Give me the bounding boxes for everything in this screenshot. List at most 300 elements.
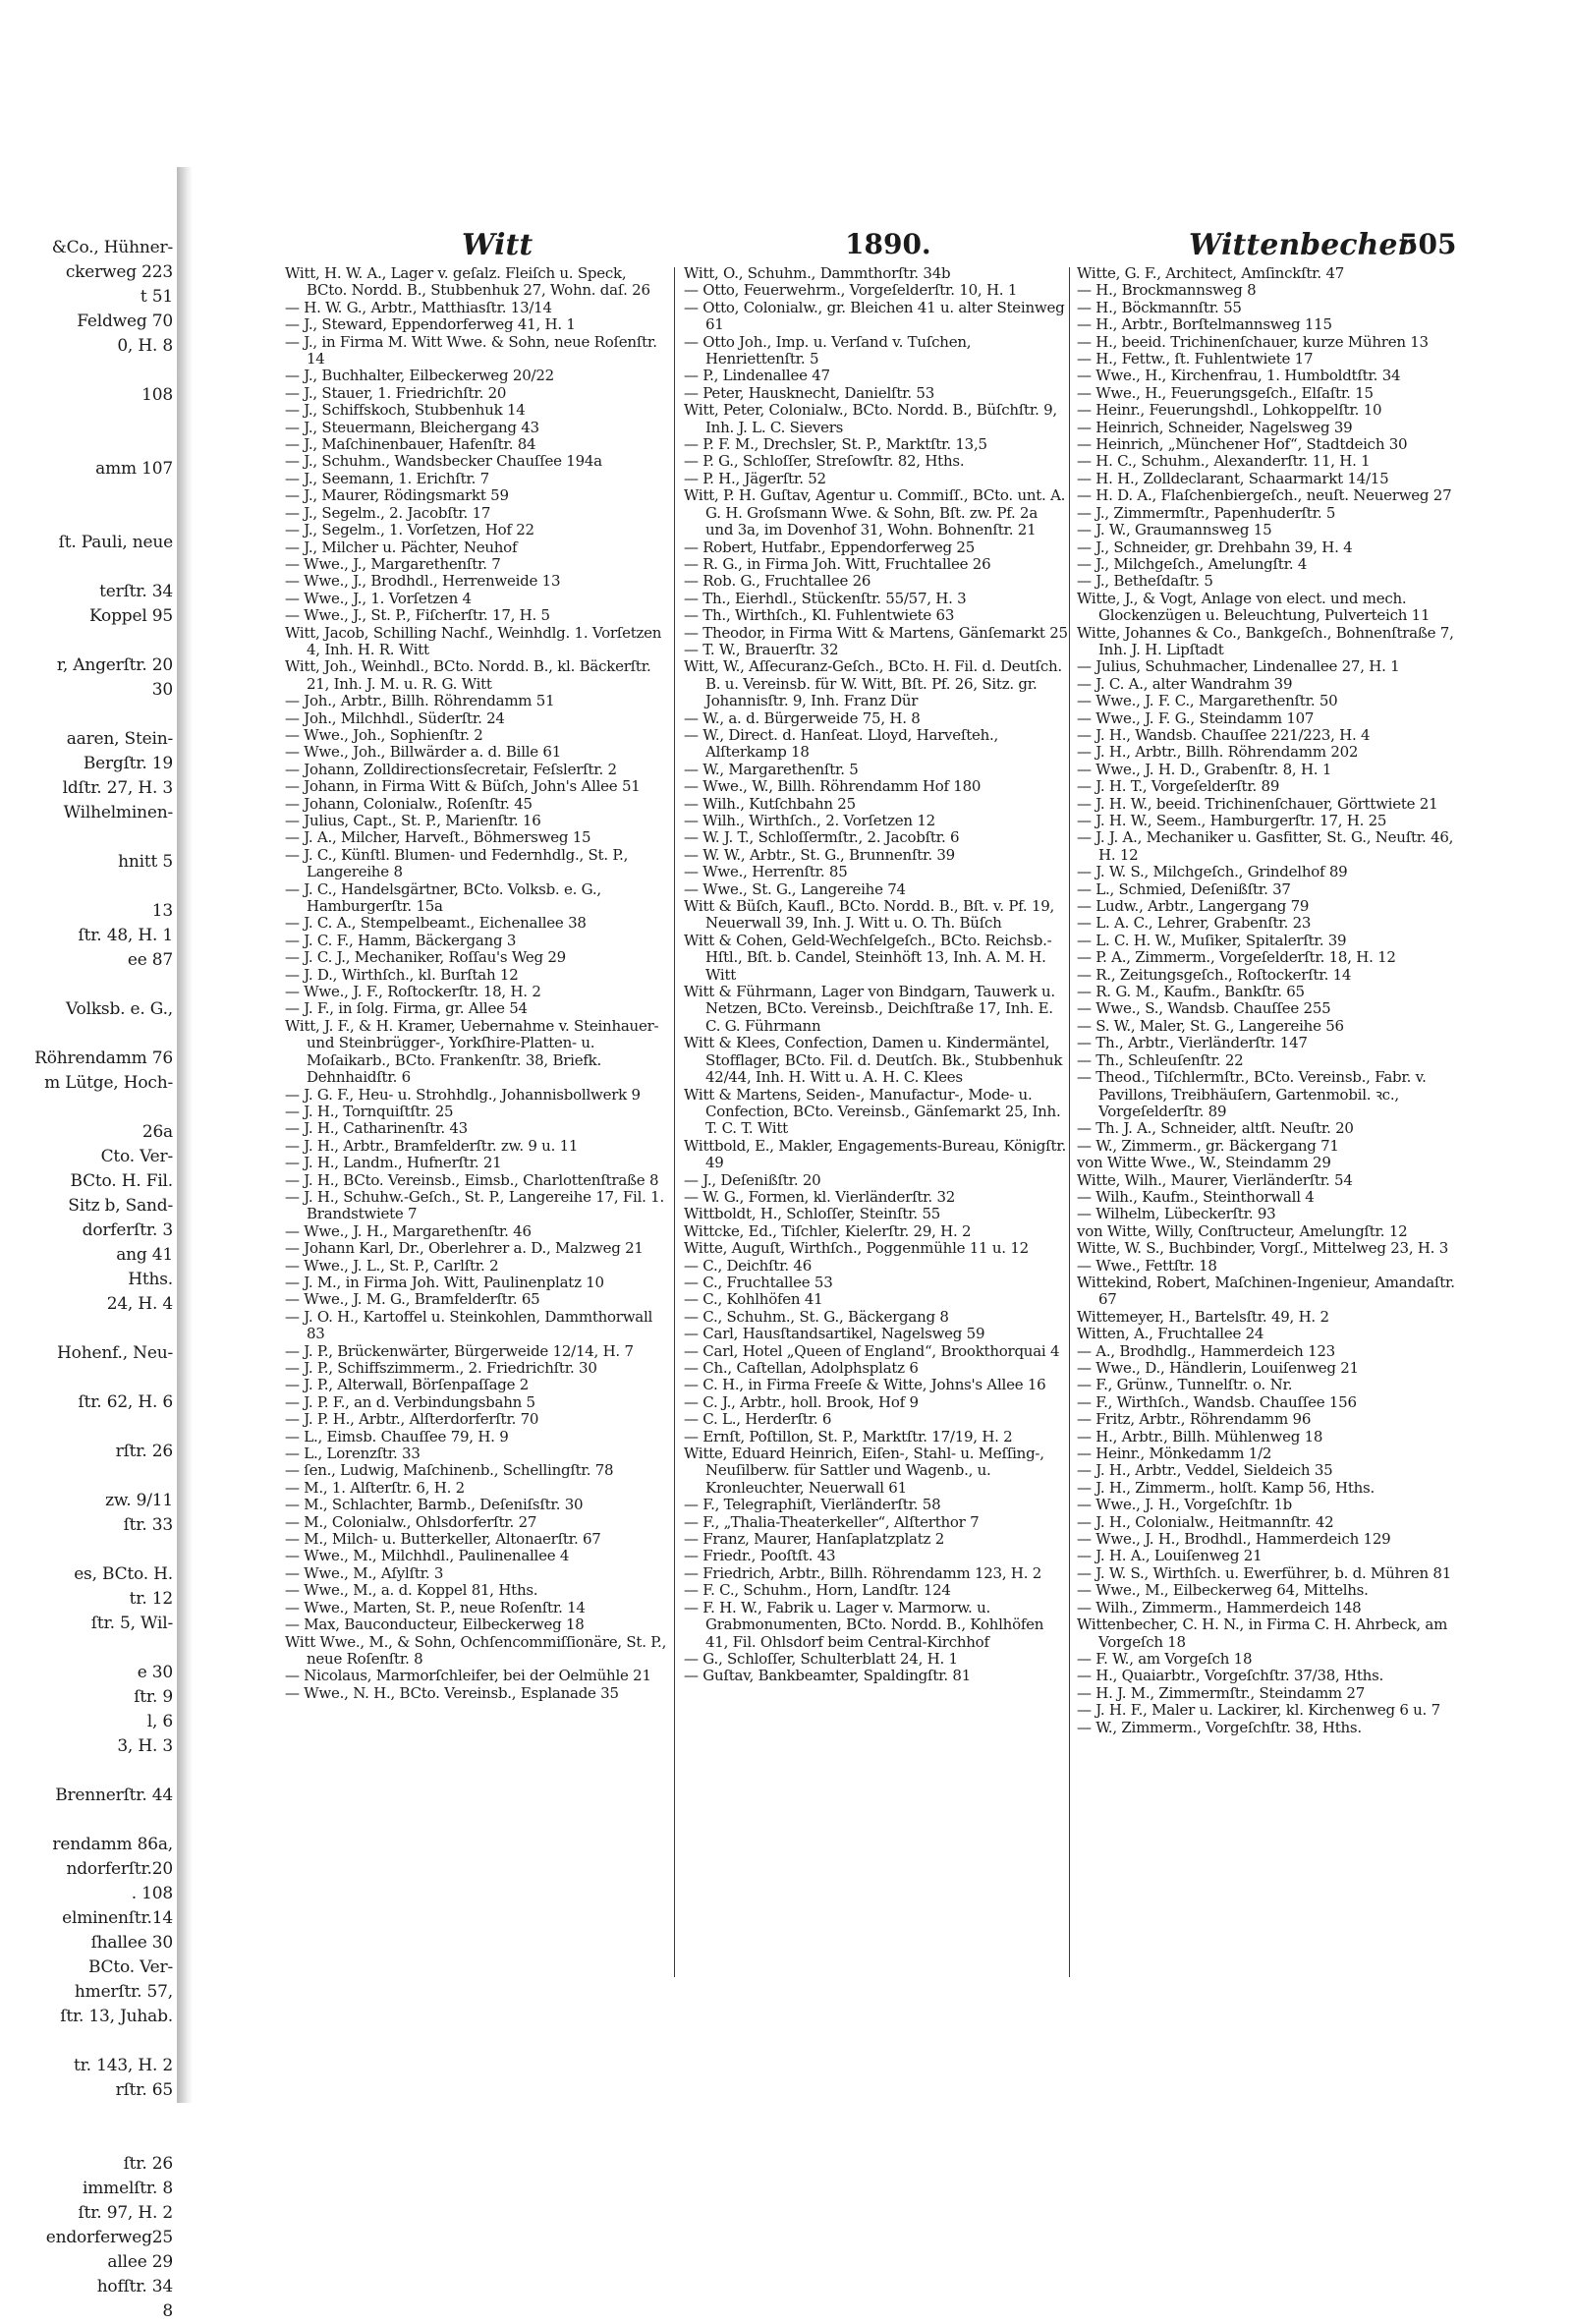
left-fragment-line: . 108 <box>131 1884 173 1903</box>
directory-entry: Wittbold, E., Makler, Engagements-Bureau, Königſtr. 49 <box>684 1136 1067 1172</box>
left-fragment-line: BCto. Ver- <box>87 1957 173 1977</box>
left-fragment-line: 13 <box>151 901 173 921</box>
left-fragment-line <box>0 482 179 506</box>
directory-entry: — Wilhelm, Lübeckerſtr. 93 <box>1077 1205 1276 1223</box>
left-fragment-line: hofſtr. 34 <box>96 2277 173 2296</box>
left-fragment-line <box>0 1464 179 1489</box>
directory-entry: — Friedrich, Arbtr., Billh. Röhrendamm 123, H. 2 <box>684 1563 1042 1582</box>
directory-entry: — C. L., Herderſtr. 6 <box>684 1410 832 1429</box>
directory-entry: — W., Zimmerm., gr. Bäckergang 71 <box>1077 1136 1339 1155</box>
directory-entry: — P. G., Schloſſer, Streſowſtr. 82, Hths. <box>684 452 965 471</box>
column-divider <box>674 267 675 1977</box>
left-fragment-line <box>0 1415 179 1440</box>
directory-entry: — J. W. S., Milchgeſch., Grindelhof 89 <box>1077 863 1348 881</box>
directory-entry: — J., Schneider, gr. Drehbahn 39, H. 4 <box>1077 538 1353 556</box>
directory-entry: — L., Lorenzſtr. 33 <box>285 1445 421 1463</box>
directory-entry: — Th., Arbtr., Vierländerſtr. 147 <box>1077 1034 1308 1052</box>
directory-entry: — Carl, Hausſtandsartikel, Nagelsweg 59 <box>684 1325 985 1343</box>
directory-entry: — J. H. T., Vorgeſelderſtr. 89 <box>1077 777 1280 796</box>
directory-entry: — S. W., Maler, St. G., Langereihe 56 <box>1077 1016 1344 1035</box>
directory-entry: — Wwe., J., Margarethenſtr. 7 <box>285 554 501 573</box>
directory-entry: — W., a. d. Bürgerweide 75, H. 8 <box>684 709 921 727</box>
directory-entry: — Heinr., Feuerungshdl., Lohkoppelſtr. 10 <box>1077 401 1382 420</box>
directory-entry: von Witte, Willy, Conſtructeur, Amelungſtr. 12 <box>1077 1221 1408 1240</box>
left-fragment-line: ſtr. 48, H. 1 <box>78 926 173 945</box>
left-fragment-line <box>0 359 179 383</box>
left-fragment-line: dorferſtr. 3 <box>82 1220 173 1240</box>
left-fragment-line: ſhallee 30 <box>90 1933 173 1953</box>
directory-entry: — M., Milch- u. Butterkeller, Altonaerſtr. 67 <box>285 1530 601 1549</box>
directory-entry: — Wwe., J., St. P., Fiſcherſtr. 17, H. 5 <box>285 606 550 625</box>
page-number: 505 <box>1399 228 1457 260</box>
directory-entry: Witte, Wilh., Maurer, Vierländerſtr. 54 <box>1077 1170 1353 1189</box>
directory-entry: — J. C. J., Mechaniker, Roſſau's Weg 29 <box>285 948 566 967</box>
directory-entry: — J. H. W., Seem., Hamburgerſtr. 17, H. 25 <box>1077 812 1387 829</box>
directory-entry: Witt, Joh., Weinhdl., BCto. Nordd. B., kl. Bäckerſtr. 21, Inh. J. M. u. R. G. Witt <box>285 657 651 693</box>
directory-entry: — T. W., Brauerſtr. 32 <box>684 640 839 658</box>
left-fragment-line: Cto. Ver- <box>100 1147 173 1166</box>
directory-entry: — J., Buchhalter, Eilbeckerweg 20/22 <box>285 367 554 385</box>
left-fragment-line <box>0 506 179 531</box>
directory-entry: — A., Brodhdlg., Hammerdeich 123 <box>1077 1341 1335 1360</box>
left-fragment-line <box>0 1317 179 1341</box>
directory-entry: — J. H. F., Maler u. Lackirer, kl. Kirchenweg 6 u. 7 <box>1077 1701 1440 1720</box>
directory-entry: Wittekind, Robert, Maſchinen-Ingenieur, Amandaſtr. 67 <box>1077 1273 1455 1309</box>
left-fragment-line <box>0 1636 179 1661</box>
left-fragment-line: Brennerſtr. 44 <box>55 1786 173 1805</box>
directory-entry: — H. D. A., Flaſchenbiergeſch., neuſt. Neuerweg 27 <box>1077 486 1452 505</box>
left-fragment-line <box>0 1538 179 1562</box>
directory-entry: — Wwe., H., Kirchenfrau, 1. Humboldtſtr. 34 <box>1077 367 1401 385</box>
left-fragment-line <box>0 2127 179 2152</box>
left-fragment-line: &Co., Hühner- <box>51 238 173 257</box>
left-fragment-line <box>0 629 179 653</box>
left-fragment-line: r, Angerſtr. 20 <box>56 655 173 675</box>
directory-entry: — G., Schloſſer, Schulterblatt 24, H. 1 <box>684 1649 958 1668</box>
directory-entry: — H. W. G., Arbtr., Matthiasſtr. 13/14 <box>285 298 552 316</box>
directory-entry: — J. D., Wirthſch., kl. Burſtah 12 <box>285 965 519 984</box>
directory-entry: — M., 1. Alſterſtr. 6, H. 2 <box>285 1478 465 1497</box>
directory-entry: — J., Deſenißſtr. 20 <box>684 1170 821 1189</box>
directory-entry: Witt & Cohen, Geld-Wechſelgeſch., BCto. Reichsb.-Hſtl., Bſt. b. Candel, Steinhöft 13, Inh. A. M. H. Witt <box>684 931 1052 984</box>
left-fragment-line: elminenſtr.14 <box>62 1908 173 1928</box>
left-fragment-line: 3, H. 3 <box>117 1736 173 1756</box>
directory-entry: — J., Stauer, 1. Friedrichſtr. 20 <box>285 383 507 402</box>
left-fragment-line: ſtr. 13, Juhab. <box>60 2007 173 2026</box>
directory-entry: — J., Schuhm., Wandsbecker Chauſſee 194a <box>285 452 602 471</box>
directory-entry: Witt, P. H. Guſtav, Agentur u. Commiſſ., BCto. unt. A. G. H. Groſsmann Wwe. & Sohn, Bſt. zw. Pf. 2a und 3a, im Dovenhof 31, Wohn. Bohnenſtr. 21 <box>684 486 1066 539</box>
directory-entry: — F., Wirthſch., Wandsb. Chauſſee 156 <box>1077 1392 1357 1411</box>
directory-entry: — J., Maurer, Rödingsmarkt 59 <box>285 486 509 505</box>
left-fragment-line <box>0 1366 179 1390</box>
directory-entry: — H., Brockmannsweg 8 <box>1077 281 1257 300</box>
directory-entry: — Wwe., J. F. G., Steindamm 107 <box>1077 709 1315 727</box>
directory-entry: Witt, H. W. A., Lager v. geſalz. Fleiſch u. Speck, BCto. Nordd. B., Stubbenhuk 27, Wohn. daſ. 26 <box>285 264 650 300</box>
directory-entry: — C., Deichſtr. 46 <box>684 1256 813 1275</box>
directory-column-2 <box>684 265 1069 1985</box>
directory-entry: — J. H., Zimmerm., holſt. Kamp 56, Hths. <box>1077 1478 1375 1497</box>
left-fragment-line: ſtr. 62, H. 6 <box>78 1392 173 1412</box>
left-fragment-line: e 30 <box>137 1663 173 1682</box>
left-fragment-line: ſtr. 5, Wil- <box>90 1614 173 1633</box>
left-fragment-line: ſtr. 97, H. 2 <box>78 2203 173 2223</box>
directory-entry: — Wwe., M., Milchhdl., Paulinenallee 4 <box>285 1547 570 1565</box>
directory-entry: — Wwe., J. H., Vorgeſchſtr. 1b <box>1077 1496 1293 1514</box>
directory-entry: — Th., Schleuſenſtr. 22 <box>1077 1050 1244 1069</box>
directory-entry: Witte, Auguſt, Wirthſch., Poggenmühle 11 u. 12 <box>684 1239 1029 1258</box>
directory-entry: — J., Steward, Eppendorferweg 41, H. 1 <box>285 315 576 334</box>
directory-entry: — Wwe., Fettſtr. 18 <box>1077 1256 1217 1275</box>
directory-entry: Witt, Jacob, Schilling Nachf., Weinhdlg. 1. Vorſetzen 4, Inh. H. R. Witt <box>285 623 662 658</box>
directory-entry: — F. H. W., Fabrik u. Lager v. Marmorw. u. Grabmonumenten, BCto. Nordd. B., Kohlhöfen 41, Fil. Ohlsdorf beim Central-Kirchhof <box>684 1598 1044 1651</box>
left-fragment-line <box>0 1759 179 1784</box>
left-fragment-line <box>0 555 179 580</box>
directory-entry: — Wwe., J. L., St. P., Carlſtr. 2 <box>285 1256 499 1275</box>
left-fragment-line: ldſtr. 27, H. 3 <box>62 778 173 798</box>
left-fragment-line <box>0 432 179 457</box>
left-fragment-line: ſtr. 33 <box>123 1515 173 1535</box>
directory-entry: — J. C. A., alter Wandrahm 39 <box>1077 674 1293 693</box>
left-fragment-line: ſtr. 26 <box>123 2154 173 2174</box>
directory-entry: — W. W., Arbtr., St. G., Brunnenſtr. 39 <box>684 845 955 864</box>
directory-entry: — Joh., Arbtr., Billh. Röhrendamm 51 <box>285 692 555 710</box>
directory-entry: — L., Eimsb. Chauſſee 79, H. 9 <box>285 1427 509 1445</box>
running-head-left: Witt <box>462 228 533 262</box>
directory-entry: Witte, G. F., Architect, Amſinckſtr. 47 <box>1077 264 1345 282</box>
directory-entry: — C., Kohlhöfen 41 <box>684 1290 823 1309</box>
directory-entry: — W., Direct. d. Hanſeat. Lloyd, Harveſteh., Alſterkamp 18 <box>684 725 999 762</box>
directory-entry: — Wwe., M., Aſylſtr. 3 <box>285 1563 444 1582</box>
left-fragment-line: 26a <box>141 1122 173 1142</box>
left-fragment-line: Feldweg 70 <box>77 312 173 331</box>
left-fragment-line: 24, H. 4 <box>106 1294 173 1314</box>
directory-entry: — J. H., Colonialw., Heitmannſtr. 42 <box>1077 1512 1334 1531</box>
directory-entry: — H., Böckmannſtr. 55 <box>1077 298 1242 316</box>
left-fragment-line: allee 29 <box>107 2252 173 2272</box>
directory-entry: — J., Seemann, 1. Erichſtr. 7 <box>285 469 489 487</box>
directory-entry: — J., in Firma M. Witt Wwe. & Sohn, neue Roſenſtr. 14 <box>285 332 657 368</box>
directory-entry: — Wwe., J., Brodhdl., Herrenweide 13 <box>285 572 561 591</box>
directory-entry: — F., „Thalia-Theaterkeller“, Alſterthor 7 <box>684 1512 980 1531</box>
directory-entry: — Peter, Hausknecht, Danielſtr. 53 <box>684 383 934 402</box>
directory-entry: — Wwe., J. H. D., Grabenſtr. 8, H. 1 <box>1077 760 1332 778</box>
directory-entry: — J. O. H., Kartoffel u. Steinkohlen, Dammthorwall 83 <box>285 1307 653 1343</box>
directory-entry: — M., Colonialw., Ohlsdorferſtr. 27 <box>285 1512 537 1531</box>
directory-entry: — P. A., Zimmerm., Vorgeſelderſtr. 18, H. 12 <box>1077 948 1396 967</box>
directory-entry: — Johann Karl, Dr., Oberlehrer a. D., Malzweg 21 <box>285 1239 644 1258</box>
left-fragment-line: amm 107 <box>95 459 173 479</box>
directory-entry: — J. J. A., Mechaniker u. Gasfitter, St. G., Neuſtr. 46, H. 12 <box>1077 828 1454 864</box>
left-fragment-line <box>0 703 179 727</box>
left-fragment-line: rſtr. 26 <box>115 1442 173 1461</box>
directory-entry: Witt & Büſch, Kaufl., BCto. Nordd. B., Bſt. v. Pf. 19, Neuerwall 39, Inh. J. Witt u. O. Th. Büſch <box>684 897 1055 933</box>
directory-entry: — W. J. T., Schloſſermſtr., 2. Jacobſtr. 6 <box>684 828 960 847</box>
directory-entry: Witten, A., Fruchtallee 24 <box>1077 1325 1264 1343</box>
page-fold-shadow <box>177 167 193 2103</box>
directory-entry: — F. C., Schuhm., Horn, Landſtr. 124 <box>684 1581 951 1600</box>
directory-entry: — J. H., Catharinenſtr. 43 <box>285 1119 468 1138</box>
directory-entry: — M., Schlachter, Barmb., Deſeniſsſtr. 30 <box>285 1496 584 1514</box>
left-fragment-line <box>0 2103 179 2127</box>
directory-entry: — Wwe., Marten, St. P., neue Roſenſtr. 14 <box>285 1598 586 1616</box>
left-fragment-line: 108 <box>141 385 173 405</box>
directory-entry: — Wwe., D., Händlerin, Louiſenweg 21 <box>1077 1359 1359 1377</box>
directory-entry: — Wwe., St. G., Langereihe 74 <box>684 879 906 898</box>
directory-entry: — Julius, Capt., St. P., Marienſtr. 16 <box>285 812 541 829</box>
directory-entry: — H., Arbtr., Billh. Mühlenweg 18 <box>1077 1427 1323 1445</box>
page-year: 1890. <box>845 228 931 260</box>
directory-entry: — Wwe., Herrenſtr. 85 <box>684 863 848 881</box>
left-fragment-line: Röhrendamm 76 <box>34 1049 173 1068</box>
directory-entry: Witt, J. F., & H. Kramer, Uebernahme v. Steinhauer- und Steinbrügger-, Yorkſhire-Platten- u. Moſaikarb., BCto. Frankenſtr. 38, Briefk. Dehnhaidſtr. 6 <box>285 1016 659 1087</box>
directory-entry: — P., Lindenallee 47 <box>684 367 830 385</box>
directory-entry: — Wwe., J. H., Brodhdl., Hammerdeich 129 <box>1077 1530 1391 1549</box>
left-page-fragment <box>0 236 179 2321</box>
left-fragment-line: ee 87 <box>127 950 173 970</box>
directory-entry: — Wwe., J. H., Margarethenſtr. 46 <box>285 1221 532 1240</box>
directory-entry: — Th., Wirthſch., Kl. Fuhlentwiete 63 <box>684 606 955 625</box>
directory-entry: — Wilh., Kutſchbahn 25 <box>684 794 856 813</box>
directory-entry: — R. G., in Firma Joh. Witt, Fruchtallee 26 <box>684 554 991 573</box>
left-fragment-line: Koppel 95 <box>89 606 173 626</box>
directory-entry: — W., Margarethenſtr. 5 <box>684 760 859 778</box>
directory-entry: Witt & Führmann, Lager von Bindgarn, Tauwerk u. Netzen, BCto. Vereinsb., Deichſtraße 17, Inh. E. C. G. Führmann <box>684 983 1055 1035</box>
directory-entry: — C., Schuhm., St. G., Bäckergang 8 <box>684 1307 949 1326</box>
directory-entry: — Wilh., Kaufm., Steinthorwall 4 <box>1077 1187 1315 1206</box>
directory-entry: — J., Maſchinenbauer, Hafenſtr. 84 <box>285 435 536 454</box>
directory-entry: — Heinr., Mönkedamm 1/2 <box>1077 1445 1272 1463</box>
left-fragment-line: immelſtr. 8 <box>83 2179 173 2198</box>
left-fragment-line: rendamm 86a, <box>52 1835 173 1854</box>
directory-entry: — J., Zimmermſtr., Papenhuderſtr. 5 <box>1077 503 1336 522</box>
directory-entry: — J. H., Tornquiſtſtr. 25 <box>285 1102 454 1120</box>
left-fragment-line <box>0 825 179 850</box>
directory-entry: — Otto Joh., Imp. u. Verſand v. Tuſchen, Henriettenſtr. 5 <box>684 332 972 368</box>
left-fragment-line: ndorferſtr.20 <box>66 1859 173 1879</box>
left-fragment-line: tr. 12 <box>129 1589 173 1609</box>
left-fragment-line: terſtr. 34 <box>99 582 173 601</box>
directory-entry: — J. P. H., Arbtr., Alſterdorferſtr. 70 <box>285 1410 539 1429</box>
left-fragment-line: hmerſtr. 57, <box>74 1982 173 2002</box>
directory-entry: — J. P., Schiffszimmerm., 2. Friedrichſtr. 30 <box>285 1359 597 1377</box>
left-fragment-line <box>0 408 179 432</box>
left-fragment-line <box>0 1022 179 1047</box>
directory-column-3 <box>1077 265 1462 1985</box>
directory-entry: — J., Segelm., 2. Jacobſtr. 17 <box>285 503 491 522</box>
directory-entry: — ſen., Ludwig, Maſchinenb., Schellingſtr. 78 <box>285 1461 614 1480</box>
directory-entry: — Wwe., Joh., Sophienſtr. 2 <box>285 725 483 744</box>
directory-entry: — Otto, Colonialw., gr. Bleichen 41 u. alter Steinweg 61 <box>684 298 1065 334</box>
directory-entry: — J. C. F., Hamm, Bäckergang 3 <box>285 931 517 949</box>
directory-entry: — J. H., Landm., Hufnerſtr. 21 <box>285 1154 502 1172</box>
directory-entry: — Wwe., Joh., Billwärder a. d. Bille 61 <box>285 743 562 762</box>
directory-entry: — Johann, in Firma Witt & Büſch, John's Allee 51 <box>285 777 641 796</box>
directory-entry: — J. P. F., an d. Verbindungsbahn 5 <box>285 1392 535 1411</box>
running-head-right: Wittenbecher <box>1189 228 1414 262</box>
directory-entry: — Ch., Caſtellan, Adolphsplatz 6 <box>684 1359 919 1377</box>
directory-entry: — Ludw., Arbtr., Langergang 79 <box>1077 897 1310 916</box>
directory-entry: — J. H., Schuhw.-Geſch., St. P., Langereihe 17, Fil. 1. Brandstwiete 7 <box>285 1187 664 1223</box>
directory-entry: Witt, Peter, Colonialw., BCto. Nordd. B., Büſchſtr. 9, Inh. J. L. C. Sievers <box>684 401 1057 436</box>
directory-entry: Witt, O., Schuhm., Dammthorſtr. 34b <box>684 264 951 282</box>
directory-entry: Wittcke, Ed., Tiſchler, Kielerſtr. 29, H. 2 <box>684 1221 972 1240</box>
directory-entry: — H., Arbtr., Borſtelmannsweg 115 <box>1077 315 1332 334</box>
directory-entry: — J. H., Arbtr., Billh. Röhrendamm 202 <box>1077 743 1359 762</box>
directory-entry: — Wwe., N. H., BCto. Vereinsb., Esplanade 35 <box>285 1683 619 1702</box>
left-fragment-line: es, BCto. H. <box>74 1564 173 1584</box>
directory-entry: — H. J. M., Zimmermſtr., Steindamm 27 <box>1077 1683 1366 1702</box>
column-divider <box>1069 267 1070 1977</box>
directory-entry: — Wwe., M., a. d. Koppel 81, Hths. <box>285 1581 538 1600</box>
left-fragment-line <box>0 2029 179 2054</box>
directory-entry: — J. W. S., Wirthſch. u. Ewerführer, b. d. Mühren 81 <box>1077 1563 1452 1582</box>
left-fragment-line: Hohenf., Neu- <box>57 1343 173 1363</box>
left-fragment-line: 8 <box>162 2301 173 2321</box>
directory-entry: Witt, W., Aſſecuranz-Geſch., BCto. H. Fil. d. Deutſch. B. u. Vereinsb. für W. Witt, Bſt. Pf. 26, Sitz. gr. Johannisſtr. 9, Inh. Franz Dür <box>684 657 1062 710</box>
left-fragment-line: hnitt 5 <box>118 852 173 872</box>
left-fragment-line: l, 6 <box>146 1712 173 1731</box>
directory-entry: Wittboldt, H., Schloſſer, Steinſtr. 55 <box>684 1205 941 1223</box>
left-fragment-line: tr. 143, H. 2 <box>73 2056 173 2075</box>
directory-entry: — H., beeid. Trichinenſchauer, kurze Mühren 13 <box>1077 332 1429 351</box>
directory-entry: — H. H., Zolldeclarant, Schaarmarkt 14/15 <box>1077 469 1389 487</box>
directory-entry: — Robert, Hutfabr., Eppendorferweg 25 <box>684 538 976 556</box>
directory-entry: — Heinrich, Schneider, Nagelsweg 39 <box>1077 418 1353 436</box>
directory-entry: — F., Grünw., Tunnelſtr. o. Nr. <box>1077 1376 1293 1394</box>
left-fragment-line: endorferweg25 <box>45 2228 173 2247</box>
directory-entry: — F., Telegraphiſt, Vierländerſtr. 58 <box>684 1496 941 1514</box>
directory-entry: — R., Zeitungsgeſch., Roſtockerſtr. 14 <box>1077 965 1352 984</box>
left-fragment-line: rſtr. 65 <box>115 2080 173 2100</box>
directory-entry: — Wwe., J. M. G., Bramfelderſtr. 65 <box>285 1290 540 1309</box>
directory-entry: — Otto, Feuerwehrm., Vorgeſelderſtr. 10, H. 1 <box>684 281 1018 300</box>
directory-entry: — H. C., Schuhm., Alexanderſtr. 11, H. 1 <box>1077 452 1371 471</box>
left-fragment-line: ſt. Pauli, neue <box>58 533 173 552</box>
directory-entry: — L. C. H. W., Muſiker, Spitalerſtr. 39 <box>1077 931 1347 949</box>
directory-entry: — J., Milcher u. Pächter, Neuhof <box>285 538 518 556</box>
directory-entry: — P. F. M., Drechsler, St. P., Marktſtr. 13,5 <box>684 435 987 454</box>
directory-entry: — Wilh., Wirthſch., 2. Vorſetzen 12 <box>684 812 935 829</box>
directory-entry: — Wwe., J. F. C., Margarethenſtr. 50 <box>1077 692 1338 710</box>
directory-entry: — J. P., Alterwall, Börſenpaſſage 2 <box>285 1376 530 1394</box>
left-fragment-line: m Lütge, Hoch- <box>44 1073 173 1093</box>
directory-entry: — C. J., Arbtr., holl. Brook, Hof 9 <box>684 1392 919 1411</box>
directory-entry: — H., Fettw., ſt. Fuhlentwiete 17 <box>1077 350 1314 368</box>
directory-entry: — Fritz, Arbtr., Röhrendamm 96 <box>1077 1410 1312 1429</box>
directory-entry: — J. C., Handelsgärtner, BCto. Volksb. e. G., Hamburgerſtr. 15a <box>285 879 601 916</box>
directory-entry: — H., Quaiarbtr., Vorgeſchſtr. 37/38, Hths. <box>1077 1667 1384 1685</box>
directory-entry: — J. H. A., Louiſenweg 21 <box>1077 1547 1263 1565</box>
directory-entry: — P. H., Jägerſtr. 52 <box>684 469 826 487</box>
directory-entry: — Wwe., M., Eilbeckerweg 64, Mittelhs. <box>1077 1581 1369 1600</box>
directory-entry: Witt & Martens, Seiden-, Manufactur-, Mode- u. Confection, BCto. Vereinsb., Gänſemarkt 25, Inh. T. C. T. Witt <box>684 1085 1061 1138</box>
directory-entry: Witte, Eduard Heinrich, Eiſen-, Stahl- u. Meſſing-, Neuſilberw. für Sattler und Wagenb., u. Kronleuchter, Neuerwall 61 <box>684 1445 1044 1497</box>
directory-entry: — J. P., Brückenwärter, Bürgerweide 12/14, H. 7 <box>285 1341 634 1360</box>
left-fragment-line: ckerweg 223 <box>65 262 173 282</box>
directory-entry: — Julius, Schuhmacher, Lindenallee 27, H. 1 <box>1077 657 1400 676</box>
directory-entry: — J., Steuermann, Bleichergang 43 <box>285 418 539 436</box>
left-fragment-line: zw. 9/11 <box>105 1491 173 1510</box>
directory-entry: Witte, Johannes & Co., Bankgeſch., Bohnenſtraße 7, Inh. J. H. Lipſtadt <box>1077 623 1454 658</box>
directory-entry: — Wwe., H., Feuerungsgeſch., Elſaſtr. 15 <box>1077 383 1374 402</box>
left-fragment-line: aaren, Stein- <box>66 729 173 749</box>
directory-entry: — J. M., in Firma Joh. Witt, Paulinenplatz 10 <box>285 1273 604 1291</box>
directory-entry: — Rob. G., Fruchtallee 26 <box>684 572 871 591</box>
directory-entry: — J. H. W., beeid. Trichinenſchauer, Görttwiete 21 <box>1077 794 1438 813</box>
directory-entry: — J., Segelm., 1. Vorſetzen, Hof 22 <box>285 521 534 539</box>
left-fragment-line: Sitz b, Sand- <box>68 1196 173 1216</box>
left-fragment-line <box>0 973 179 997</box>
directory-entry: Wittemeyer, H., Bartelsſtr. 49, H. 2 <box>1077 1307 1329 1326</box>
left-fragment-line <box>0 1096 179 1120</box>
directory-entry: — Guſtav, Bankbeamter, Spaldingſtr. 81 <box>684 1667 971 1685</box>
directory-entry: — Nicolaus, Marmorſchleifer, bei der Oelmühle 21 <box>285 1667 651 1685</box>
directory-entry: — J., Schiffskoch, Stubbenhuk 14 <box>285 401 526 420</box>
directory-entry: — Johann, Colonialw., Roſenſtr. 45 <box>285 794 533 813</box>
directory-entry: — Ernſt, Poſtillon, St. P., Marktſtr. 17/19, H. 2 <box>684 1427 1013 1445</box>
directory-entry: Witt & Klees, Confection, Damen u. Kindermäntel, Stofflager, BCto. Fil. d. Deutſch. Bk., Stubbenhuk 42/44, Inh. H. Witt u. A. H. C. Klees <box>684 1034 1063 1087</box>
directory-entry: — Wwe., W., Billh. Röhrendamm Hof 180 <box>684 777 982 796</box>
left-fragment-line: 30 <box>151 680 173 700</box>
directory-entry: — Heinrich, „Münchener Hof“, Stadtdeich 30 <box>1077 435 1408 454</box>
directory-entry: — Th. J. A., Schneider, altſt. Neuſtr. 20 <box>1077 1119 1354 1138</box>
directory-entry: Wittenbecher, C. H. N., in Firma C. H. Ahrbeck, am Vorgeſch 18 <box>1077 1615 1448 1651</box>
left-fragment-line: t 51 <box>140 287 173 307</box>
directory-entry: — J., Milchgeſch., Amelungſtr. 4 <box>1077 554 1308 573</box>
left-fragment-line <box>0 1808 179 1833</box>
directory-entry: — J., Betheſdaſtr. 5 <box>1077 572 1213 591</box>
directory-entry: von Witte Wwe., W., Steindamm 29 <box>1077 1154 1331 1172</box>
directory-entry: — W. G., Formen, kl. Vierländerſtr. 32 <box>684 1187 956 1206</box>
left-fragment-line: Bergſtr. 19 <box>83 754 173 773</box>
left-fragment-line: Wilhelminen- <box>63 803 173 822</box>
directory-entry: — J. C., Künſtl. Blumen- und Federnhdlg., St. P., Langereihe 8 <box>285 845 629 881</box>
directory-entry: Witte, W. S., Buchbinder, Vorgſ., Mittelweg 23, H. 3 <box>1077 1239 1449 1258</box>
directory-entry: — J. H., Wandsb. Chauſſee 221/223, H. 4 <box>1077 725 1371 744</box>
left-fragment-line: ang 41 <box>116 1245 173 1265</box>
left-fragment-line: ſtr. 9 <box>134 1687 173 1707</box>
directory-entry: — Franz, Maurer, Hanſaplatzplatz 2 <box>684 1530 944 1549</box>
directory-entry: — Wwe., J. F., Roſtockerſtr. 18, H. 2 <box>285 983 541 1001</box>
directory-entry: — Johann, Zolldirectionsſecretair, Feſslerſtr. 2 <box>285 760 617 778</box>
directory-entry: Witte, J., & Vogt, Anlage von elect. und mech. Glockenzügen u. Beleuchtung, Pulverteich 11 <box>1077 589 1431 625</box>
directory-entry: — J. H., Arbtr., Bramfelderſtr. zw. 9 u. 11 <box>285 1136 579 1155</box>
directory-entry: — Joh., Milchhdl., Süderſtr. 24 <box>285 709 505 727</box>
directory-entry: — L. A. C., Lehrer, Grabenſtr. 23 <box>1077 914 1312 933</box>
left-fragment-line: Hths. <box>128 1270 173 1289</box>
directory-entry: — C., Fruchtallee 53 <box>684 1273 833 1291</box>
directory-entry: — W., Zimmerm., Vorgeſchſtr. 38, Hths. <box>1077 1718 1362 1736</box>
directory-entry: — F. W., am Vorgeſch 18 <box>1077 1649 1253 1668</box>
left-fragment-line: BCto. H. Fil. <box>70 1171 173 1191</box>
directory-entry: — J. W., Graumannsweg 15 <box>1077 521 1272 539</box>
left-fragment-line <box>0 875 179 899</box>
directory-entry: — R. G. M., Kaufm., Bankſtr. 65 <box>1077 983 1305 1001</box>
directory-entry: — Wilh., Zimmerm., Hammerdeich 148 <box>1077 1598 1362 1616</box>
running-header <box>295 228 1457 263</box>
directory-entry: — Friedr., Pooſtſt. 43 <box>684 1547 836 1565</box>
directory-entry: — Wwe., J., 1. Vorſetzen 4 <box>285 589 472 607</box>
directory-entry: — J. F., in ſolg. Firma, gr. Allee 54 <box>285 999 528 1018</box>
directory-entry: — L., Schmied, Deſenißſtr. 37 <box>1077 879 1291 898</box>
directory-entry: — J. H., Arbtr., Veddel, Sieldeich 35 <box>1077 1461 1333 1480</box>
directory-entry: — Theod., Tiſchlermſtr., BCto. Vereinsb., Fabr. v. Pavillons, Treibhäuſern, Gartenmobil. ꝛc., Vorgeſelderſtr. 89 <box>1077 1068 1427 1120</box>
directory-entry: Witt Wwe., M., & Sohn, Ochſencommiſſionäre, St. P., neue Roſenſtr. 8 <box>285 1632 667 1668</box>
directory-entry: — C. H., in Firma Freeſe & Witte, Johns's Allee 16 <box>684 1376 1046 1394</box>
directory-entry: — Max, Bauconducteur, Eilbeckerweg 18 <box>285 1615 585 1634</box>
directory-entry: — Th., Eierhdl., Stückenſtr. 55/57, H. 3 <box>684 589 967 607</box>
directory-entry: — J. C. A., Stempelbeamt., Eichenallee 38 <box>285 914 587 933</box>
